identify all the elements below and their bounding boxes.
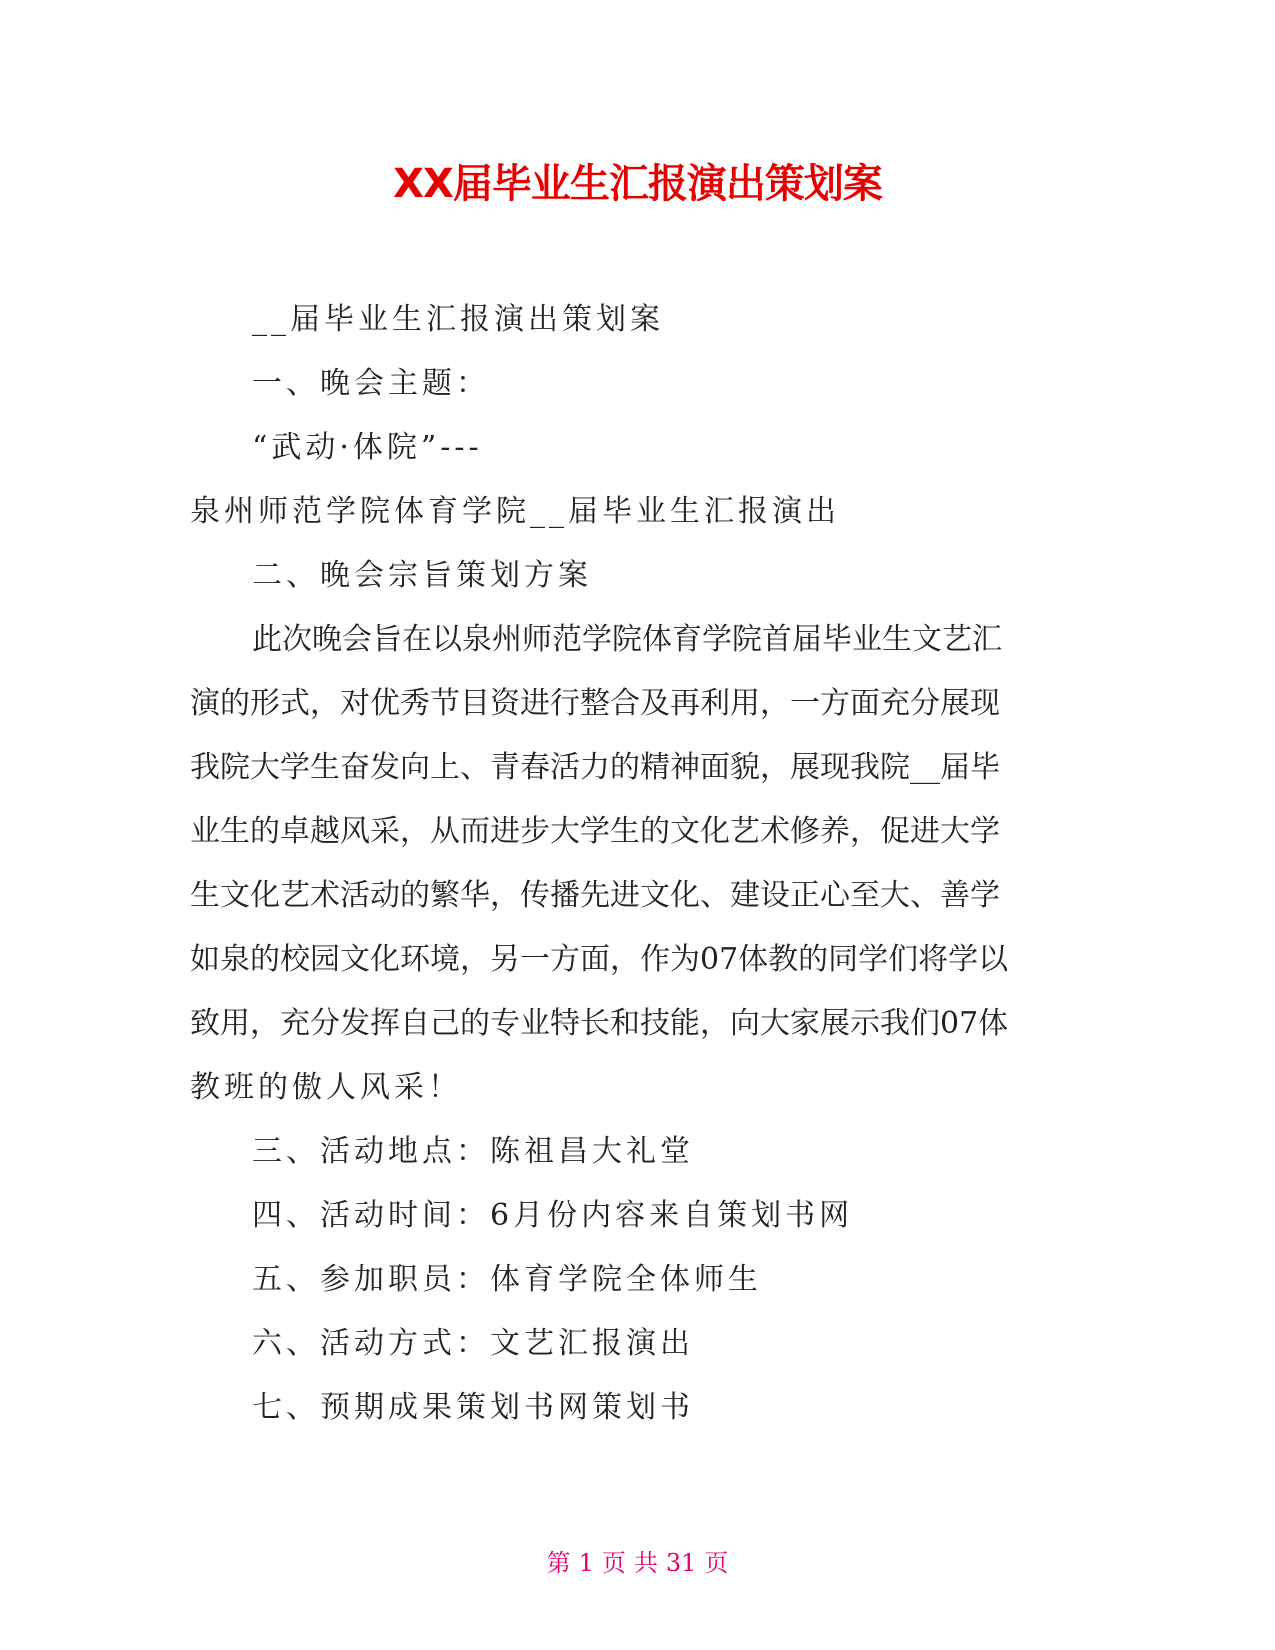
purpose-line: 生文化艺术活动的繁华，传播先进文化、建设正心至大、善学 xyxy=(190,878,1000,913)
section-expected-results: 七、预期成果策划书网策划书 xyxy=(252,1390,694,1425)
purpose-paragraph xyxy=(190,608,1090,1120)
section-format: 六、活动方式：文艺汇报演出 xyxy=(252,1326,694,1361)
section-time: 四、活动时间：6月份内容来自策划书网 xyxy=(252,1198,854,1233)
purpose-line: 如泉的校园文化环境，另一方面，作为07体教的同学们将学以 xyxy=(190,942,1009,977)
total-pages: 31 xyxy=(665,1549,697,1577)
purpose-line: 致用，充分发挥自己的专业特长和技能，向大家展示我们07体 xyxy=(190,1006,1009,1041)
page-label-mid: 页 xyxy=(601,1549,626,1577)
document-body xyxy=(190,288,1090,1440)
purpose-line: 此次晚会旨在以泉州师范学院体育学院首届毕业生文艺汇 xyxy=(252,622,1002,657)
purpose-line: 业生的卓越风采，从而进步大学生的文化艺术修养，促进大学 xyxy=(190,814,1000,849)
section-theme-heading: 一、晚会主题： xyxy=(252,366,490,401)
page-label-suffix: 页 xyxy=(704,1549,729,1577)
section-participants: 五、参加职员：体育学院全体师生 xyxy=(252,1262,762,1297)
purpose-line: 教班的傲人风采！ xyxy=(190,1070,462,1105)
paragraph-heading: __届毕业生汇报演出策划案 xyxy=(252,302,664,337)
section-purpose-heading: 二、晚会宗旨策划方案 xyxy=(252,558,592,593)
section-venue: 三、活动地点：陈祖昌大礼堂 xyxy=(252,1134,694,1169)
page-footer xyxy=(0,1548,1275,1578)
document-title: XX届毕业生汇报演出策划案 xyxy=(393,161,882,207)
page-number: 1 xyxy=(578,1549,594,1577)
theme-slogan: “武动·体院”--- xyxy=(252,430,483,465)
page-label-prefix: 第 xyxy=(546,1549,571,1577)
purpose-line: 演的形式，对优秀节目资进行整合及再利用，一方面充分展现 xyxy=(190,686,1000,721)
theme-subtitle: 泉州师范学院体育学院__届毕业生汇报演出 xyxy=(190,494,840,529)
total-label: 共 xyxy=(633,1549,658,1577)
purpose-line: 我院大学生奋发向上、青春活力的精神面貌，展现我院__届毕 xyxy=(190,750,1000,785)
